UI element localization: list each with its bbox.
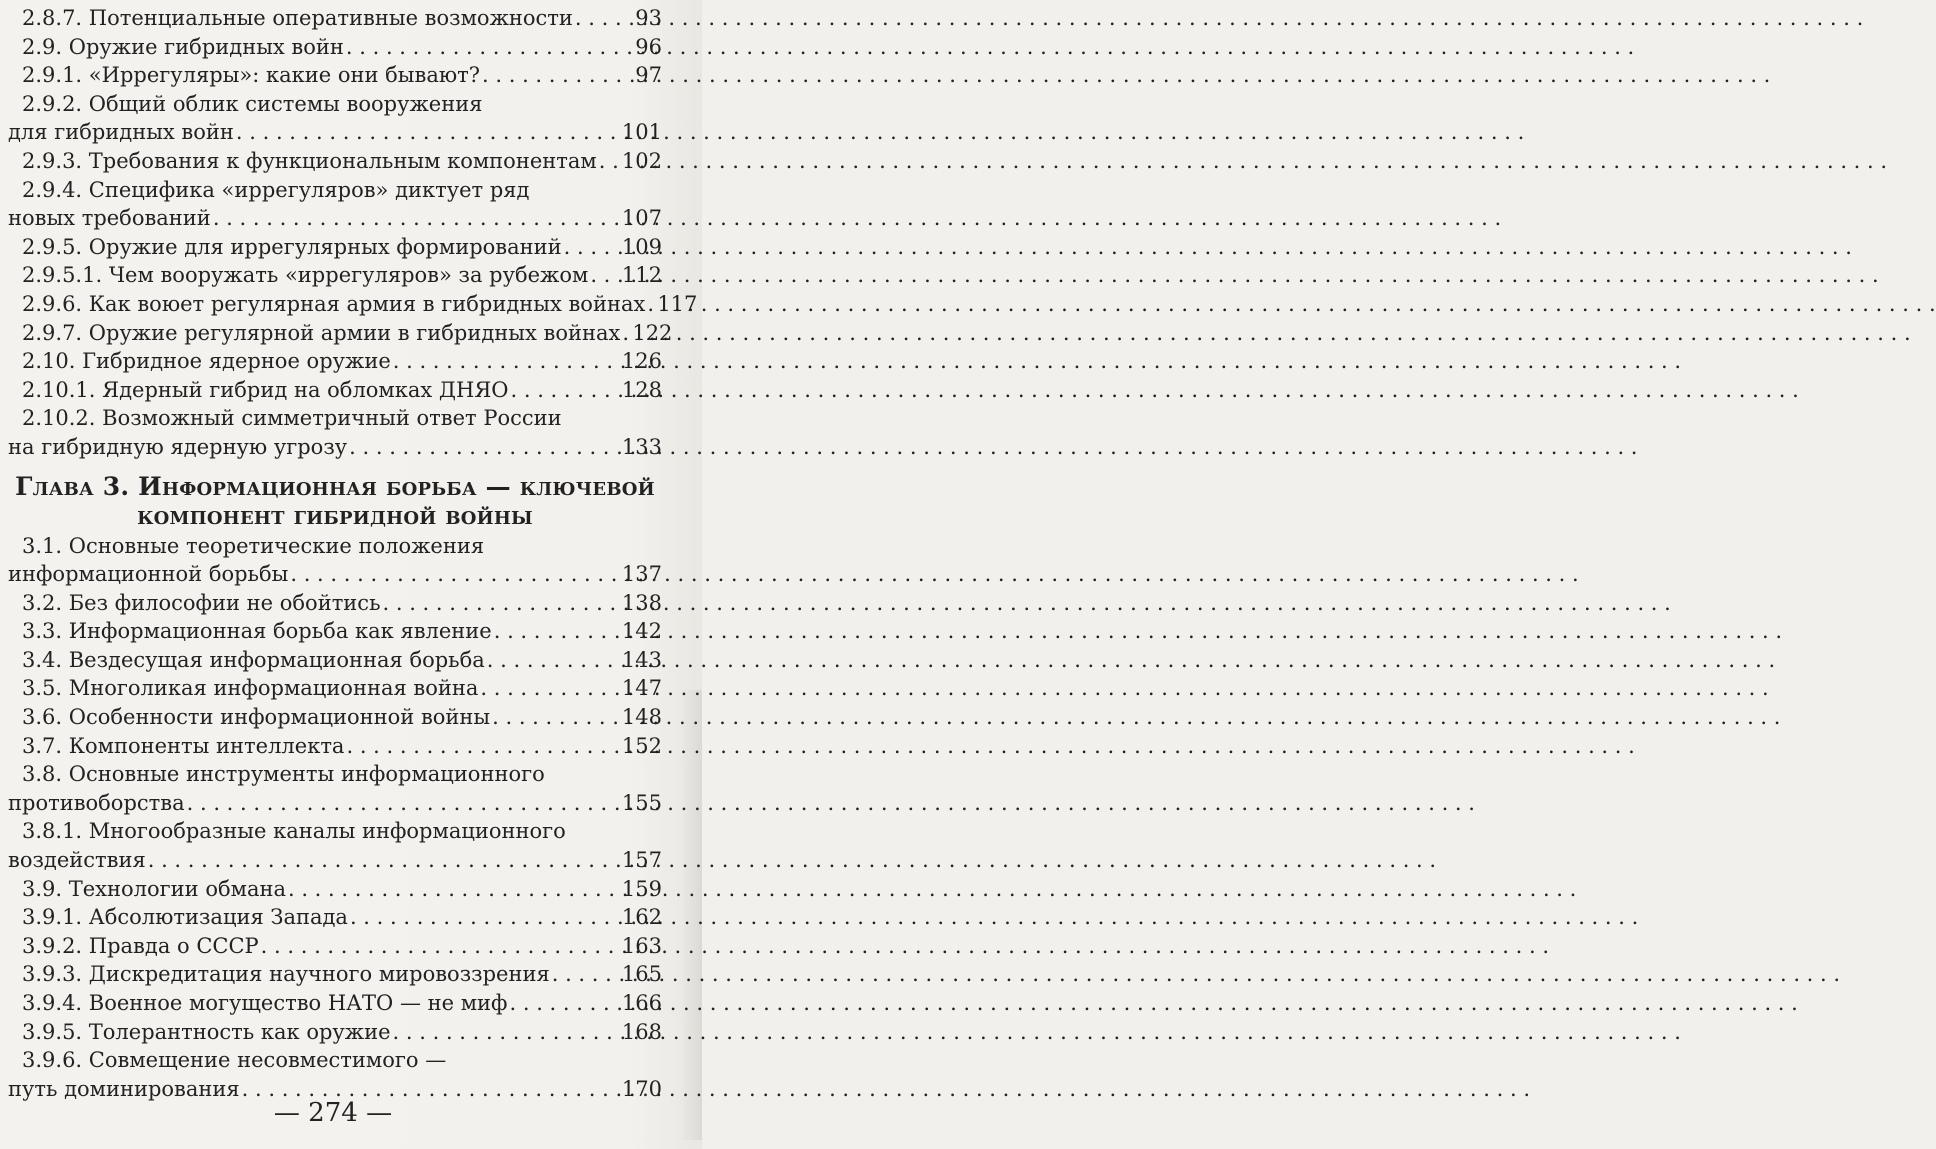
- toc-entry: [8, 1046, 662, 1075]
- toc-entry-page: 147: [621, 676, 662, 701]
- toc-entry-title: 3.4. Вездесущая информационная борьба: [22, 647, 485, 672]
- toc-entry-title: 2.10. Гибридное ядерное оружие: [22, 349, 391, 374]
- toc-entry-page: 109: [621, 234, 662, 259]
- toc-entry-title: 2.9.7. Оружие регулярной армии в гибридных войнах: [22, 320, 621, 345]
- toc-leader-dots: [234, 118, 622, 147]
- toc-entry-title: 2.9. Оружие гибридных войн: [22, 34, 344, 59]
- toc-leader-dots: [597, 147, 622, 176]
- toc-entry: [8, 404, 662, 433]
- toc-entry: [8, 532, 662, 561]
- toc-entry-title: 3.9.1. Абсолютизация Запада: [22, 905, 348, 930]
- toc-leader-dots: [344, 732, 621, 761]
- toc-entry-title: 3.8.1. Многообразные каналы информационного: [22, 819, 566, 844]
- toc-entry-page: 107: [621, 206, 662, 231]
- toc-entry-title: 3.6. Особенности информационной войны: [22, 705, 491, 730]
- toc-leader-dots: [146, 846, 622, 875]
- toc-leader-dots: [492, 617, 622, 646]
- toc-entry-title: 3.3. Информационная борьба как явление: [22, 619, 492, 644]
- page-number: — 274 —: [273, 1098, 393, 1128]
- toc-entry-title: 2.9.5. Оружие для иррегулярных формирований: [22, 234, 562, 259]
- toc-entry-page: 166: [621, 991, 662, 1015]
- toc-entry-title: информационной борьбы: [8, 562, 289, 587]
- toc-entry-title: 3.1. Основные теоретические положения: [22, 533, 485, 558]
- toc-entry-title: 3.9.6. Совмещение несовместимого —: [22, 1048, 447, 1073]
- toc-leader-dots: [391, 347, 622, 376]
- toc-entry-page: 168: [621, 1019, 662, 1044]
- toc-entry: [8, 989, 662, 1018]
- toc-section-chapter-2: [8, 4, 698, 462]
- toc-entry: [8, 960, 662, 989]
- toc-entry: [8, 646, 662, 675]
- toc-entry-title: 2.9.5.1. Чем вооружать «иррегуляров» за рубежом: [22, 263, 589, 288]
- toc-entry: [8, 817, 662, 846]
- toc-leader-dots: [645, 290, 657, 319]
- toc-leader-dots: [391, 1018, 622, 1047]
- toc-entry-page: 126: [621, 349, 662, 374]
- toc-entry-title: 3.2. Без философии не обойтись: [22, 590, 381, 615]
- toc-entry-title: 2.10.2. Возможный симметричный ответ России: [22, 406, 562, 431]
- toc-entry-page: 102: [621, 148, 662, 173]
- toc-entry: [8, 319, 673, 348]
- toc-entry-title: для гибридных войн: [8, 120, 234, 145]
- toc-entry: [8, 433, 662, 462]
- toc-entry-page: 122: [632, 320, 673, 345]
- toc-entry: [8, 875, 662, 904]
- toc-entry-page: 142: [621, 619, 662, 644]
- toc-leader-dots: [347, 433, 622, 462]
- toc-leader-dots: [348, 903, 622, 932]
- toc-entry: [8, 61, 662, 90]
- toc-leader-dots: [573, 4, 635, 33]
- toc-entry-title: путь доминирования: [8, 1076, 240, 1101]
- toc-entry-title: 3.9.3. Дискредитация научного мировоззрения: [22, 962, 550, 987]
- toc-entry-page: 137: [621, 562, 662, 587]
- toc-entry: [8, 233, 662, 262]
- toc-leader-dots: [286, 875, 622, 904]
- toc-entry-title: 3.9. Технологии обмана: [22, 876, 286, 901]
- toc-entry-page: 133: [621, 434, 662, 459]
- toc-leader-dots: [509, 376, 622, 405]
- toc-entry-title: 2.8.7. Потенциальные оперативные возможности: [22, 6, 573, 30]
- toc-entry: [8, 347, 662, 376]
- toc-entry-title: 2.10.1. Ядерный гибрид на обломках ДНЯО: [22, 377, 509, 402]
- toc-entry-title: 3.9.5. Толерантность как оружие: [22, 1019, 391, 1044]
- toc-entry-page: 170: [621, 1076, 662, 1101]
- toc-entry: [8, 760, 662, 789]
- toc-leader-dots: [620, 319, 632, 348]
- toc-entry-page: 112: [621, 263, 662, 288]
- toc-entry: [8, 674, 662, 703]
- toc-entry: [8, 903, 662, 932]
- toc-entry-page: 155: [621, 790, 662, 815]
- toc-entry: [8, 932, 662, 961]
- toc-leader-dots: [490, 703, 622, 732]
- toc-entry: [8, 732, 662, 761]
- toc-entry: [8, 4, 662, 33]
- toc-entry-page: 162: [621, 905, 662, 930]
- toc-entry-page: 163: [621, 933, 662, 958]
- toc-section-chapter-3: [8, 532, 662, 1104]
- toc-entry: [8, 176, 662, 205]
- toc-leader-dots: [508, 989, 622, 1018]
- toc-entry-page: 159: [621, 876, 662, 901]
- toc-entry-title: 2.9.1. «Иррегуляры»: какие они бывают?: [22, 63, 481, 88]
- toc-entry-page: 143: [621, 647, 662, 672]
- toc-entry: [8, 204, 662, 233]
- toc-entry-title: 2.9.3. Требования к функциональным компонентам: [22, 148, 597, 173]
- toc-leader-dots: [288, 560, 622, 589]
- toc-leader-dots: [562, 233, 622, 262]
- toc-leader-dots: [588, 261, 622, 290]
- toc-entry-title: на гибридную ядерную угрозу: [8, 434, 348, 459]
- toc-entry: [8, 118, 662, 147]
- toc-entry-title: новых требований: [8, 206, 211, 231]
- toc-entry: [8, 617, 662, 646]
- toc-entry-title: 3.9.2. Правда о СССР: [22, 933, 259, 958]
- toc-entry-title: противоборства: [8, 790, 185, 815]
- toc-entry-page: 96: [635, 34, 662, 59]
- toc-entry: [8, 789, 662, 818]
- toc-entry-title: 3.7. Компоненты интеллекта: [22, 733, 345, 758]
- toc-entry: [8, 589, 662, 618]
- toc-entry-title: 2.9.6. Как воюет регулярная армия в гибридных войнах: [22, 291, 646, 316]
- toc-entry: [8, 290, 698, 319]
- toc-leader-dots: [550, 960, 622, 989]
- toc-entry-page: 128: [621, 377, 662, 402]
- toc-entry-page: 93: [635, 6, 662, 30]
- toc-entry-page: 101: [621, 120, 662, 145]
- toc-leader-dots: [478, 674, 622, 703]
- toc-entry-title: 3.8. Основные инструменты информационного: [22, 762, 545, 787]
- toc-entry: [8, 560, 662, 589]
- toc-entry-page: 157: [621, 848, 662, 873]
- toc-entry-page: 97: [635, 63, 662, 88]
- toc-leader-dots: [185, 789, 622, 818]
- toc-entry: [8, 376, 662, 405]
- toc-entry: [8, 1018, 662, 1047]
- toc-entry: [8, 846, 662, 875]
- toc-entry: [8, 147, 662, 176]
- toc-leader-dots: [259, 932, 622, 961]
- chapter-3-heading: [8, 472, 662, 530]
- toc-entry-page: 138: [621, 590, 662, 615]
- table-of-contents: [8, 4, 698, 1103]
- toc-entry: [8, 261, 662, 290]
- toc-entry-title: 3.9.4. Военное могущество НАТО — не миф: [22, 991, 508, 1015]
- toc-leader-dots: [344, 33, 635, 62]
- toc-entry-page: 148: [621, 705, 662, 730]
- toc-entry-title: воздействия: [8, 848, 146, 873]
- toc-entry-page: 152: [621, 733, 662, 758]
- toc-entry: [8, 33, 662, 62]
- toc-entry: [8, 703, 662, 732]
- toc-entry-title: 2.9.4. Специфика «иррегуляров» диктует ряд: [22, 177, 530, 202]
- toc-entry-title: 2.9.2. Общий облик системы вооружения: [22, 91, 483, 116]
- chapter-title-line-1: Глава 3. Информационная борьба — ключевой: [15, 471, 655, 501]
- toc-entry-page: 117: [657, 291, 698, 316]
- chapter-title-line-2: компонент гибридной войны: [137, 500, 533, 530]
- toc-entry-page: 165: [621, 962, 662, 987]
- toc-entry-title: 3.5. Многоликая информационная война: [22, 676, 479, 701]
- toc-leader-dots: [485, 646, 622, 675]
- toc-leader-dots: [480, 61, 635, 90]
- toc-leader-dots: [381, 589, 622, 618]
- toc-entry: [8, 90, 662, 119]
- toc-leader-dots: [211, 204, 622, 233]
- book-page: [0, 0, 702, 1149]
